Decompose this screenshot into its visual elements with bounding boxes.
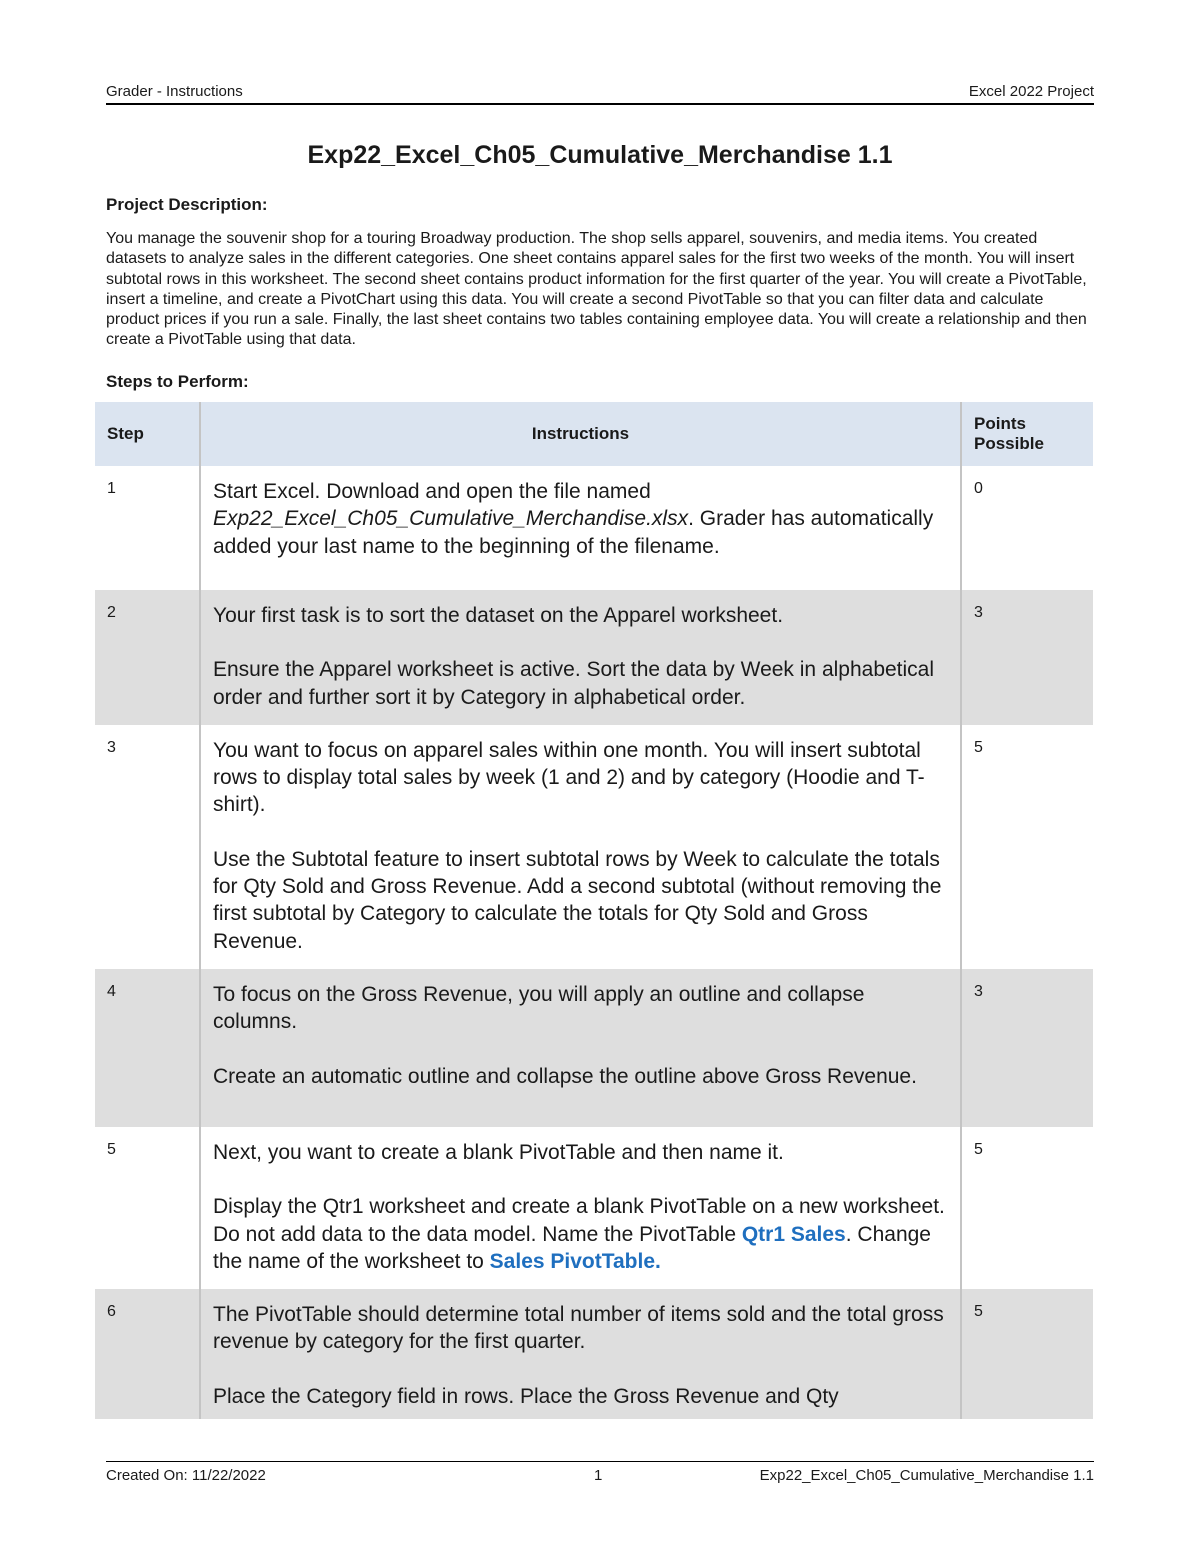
header-step: Step bbox=[95, 402, 200, 466]
worksheet-name-highlight: Sales PivotTable. bbox=[489, 1249, 661, 1273]
page-footer bbox=[106, 1461, 1094, 1487]
footer-created-on: Created On: 11/22/2022 bbox=[106, 1467, 266, 1484]
footer-document-name: Exp22_Excel_Ch05_Cumulative_Merchandise 1.1 bbox=[759, 1467, 1094, 1484]
pivottable-name-highlight: Qtr1 Sales bbox=[741, 1222, 846, 1246]
step-points: 5 bbox=[974, 1140, 983, 1158]
table-row bbox=[95, 725, 1093, 969]
table-row bbox=[95, 466, 1093, 590]
step-number: 5 bbox=[95, 1127, 200, 1289]
instruction-paragraph: You want to focus on apparel sales within one month. You will insert subtotal rows to display total sales by week (1 and 2) and by category (Hoodie and T-shirt). bbox=[213, 738, 925, 817]
step-number: 2 bbox=[95, 590, 200, 725]
footer-page-number: 1 bbox=[594, 1467, 603, 1484]
step-instructions bbox=[200, 590, 961, 725]
header-points-line2: Possible bbox=[974, 434, 1044, 453]
header-points bbox=[961, 402, 1093, 466]
step-points: 3 bbox=[961, 969, 1093, 1127]
table-row bbox=[95, 969, 1093, 1127]
step-number: 4 bbox=[95, 969, 200, 1127]
instruction-paragraph: Use the Subtotal feature to insert subtotal rows by Week to calculate the totals for Qty Sold and Gross Revenue. Add a second subtotal (without removing the first subtotal by Category to calculate the totals for Qty Sold and Gross Revenue. bbox=[213, 847, 942, 953]
step-number: 3 bbox=[95, 725, 200, 969]
instruction-paragraph: Ensure the Apparel worksheet is active. Sort the data by Week in alphabetical order and further sort it by Category in alphabetical order. bbox=[213, 658, 935, 709]
steps-heading: Steps to Perform: bbox=[106, 372, 249, 391]
instruction-paragraph bbox=[213, 478, 948, 560]
instruction-paragraph: The PivotTable should determine total number of items sold and the total gross revenue by category for the first quarter. bbox=[213, 1303, 944, 1354]
table-row bbox=[95, 1127, 1093, 1289]
instruction-paragraph: Next, you want to create a blank PivotTable and then name it. bbox=[213, 1140, 784, 1164]
instruction-text: Start Excel. Download and open the file named bbox=[213, 480, 651, 503]
step-instructions bbox=[200, 725, 961, 969]
step-instructions bbox=[200, 969, 961, 1127]
table-row bbox=[95, 590, 1093, 725]
table-row bbox=[95, 1289, 1093, 1419]
instruction-paragraph: Create an automatic outline and collapse the outline above Gross Revenue. bbox=[213, 1064, 917, 1088]
instruction-paragraph bbox=[213, 1193, 948, 1275]
project-description-text: You manage the souvenir shop for a touring Broadway production. The shop sells apparel, souvenirs, and media items. You created datasets to analyze sales in the different categories. One sheet contains apparel sales for the first two weeks of the month. You will insert subtotal rows in this worksheet. The second sheet contains product information for the first quarter of the year. You will create a PivotTable, insert a timeline, and create a PivotChart using this data. You will create a second PivotTable so that you can filter data and calculate product prices if you run a sale. Finally, the last sheet contains two tables containing employee data. You will create a relationship and then create a PivotTable using that data. bbox=[106, 230, 1087, 349]
table-header-row bbox=[95, 402, 1093, 466]
instruction-text: . Change the name of the worksheet to bbox=[213, 1222, 931, 1273]
step-points: 5 bbox=[974, 738, 983, 756]
project-description-heading: Project Description: bbox=[106, 195, 268, 214]
header-points-line1: Points bbox=[974, 414, 1026, 433]
step-points: 3 bbox=[961, 590, 1093, 725]
instruction-paragraph: Place the Category field in rows. Place the Gross Revenue and Qty bbox=[213, 1384, 839, 1408]
step-number: 6 bbox=[95, 1289, 200, 1419]
step-points: 0 bbox=[974, 480, 983, 497]
header-left-text: Grader - Instructions bbox=[106, 83, 243, 100]
step-number: 1 bbox=[95, 466, 200, 590]
step-points: 5 bbox=[961, 1289, 1093, 1419]
file-name: Exp22_Excel_Ch05_Cumulative_Merchandise.xlsx bbox=[213, 507, 689, 531]
instruction-paragraph: Your first task is to sort the dataset on the Apparel worksheet. bbox=[213, 604, 784, 627]
header-right-text: Excel 2022 Project bbox=[968, 83, 1094, 100]
document-title: Exp22_Excel_Ch05_Cumulative_Merchandise 1.1 bbox=[307, 141, 893, 169]
page-header bbox=[106, 83, 1094, 105]
header-instructions: Instructions bbox=[200, 402, 961, 466]
steps-table bbox=[95, 402, 1093, 1419]
instruction-paragraph: To focus on the Gross Revenue, you will apply an outline and collapse columns. bbox=[213, 982, 865, 1034]
instruction-text: Display the Qtr1 worksheet and create a blank PivotTable on a new worksheet. Do not add data to the data model. Name the PivotTable bbox=[213, 1195, 945, 1246]
step-instructions bbox=[200, 1289, 961, 1419]
step-instructions bbox=[200, 1127, 961, 1289]
instruction-text: . Grader has automatically added your last name to the beginning of the filename. bbox=[213, 507, 934, 558]
step-instructions bbox=[200, 466, 961, 590]
